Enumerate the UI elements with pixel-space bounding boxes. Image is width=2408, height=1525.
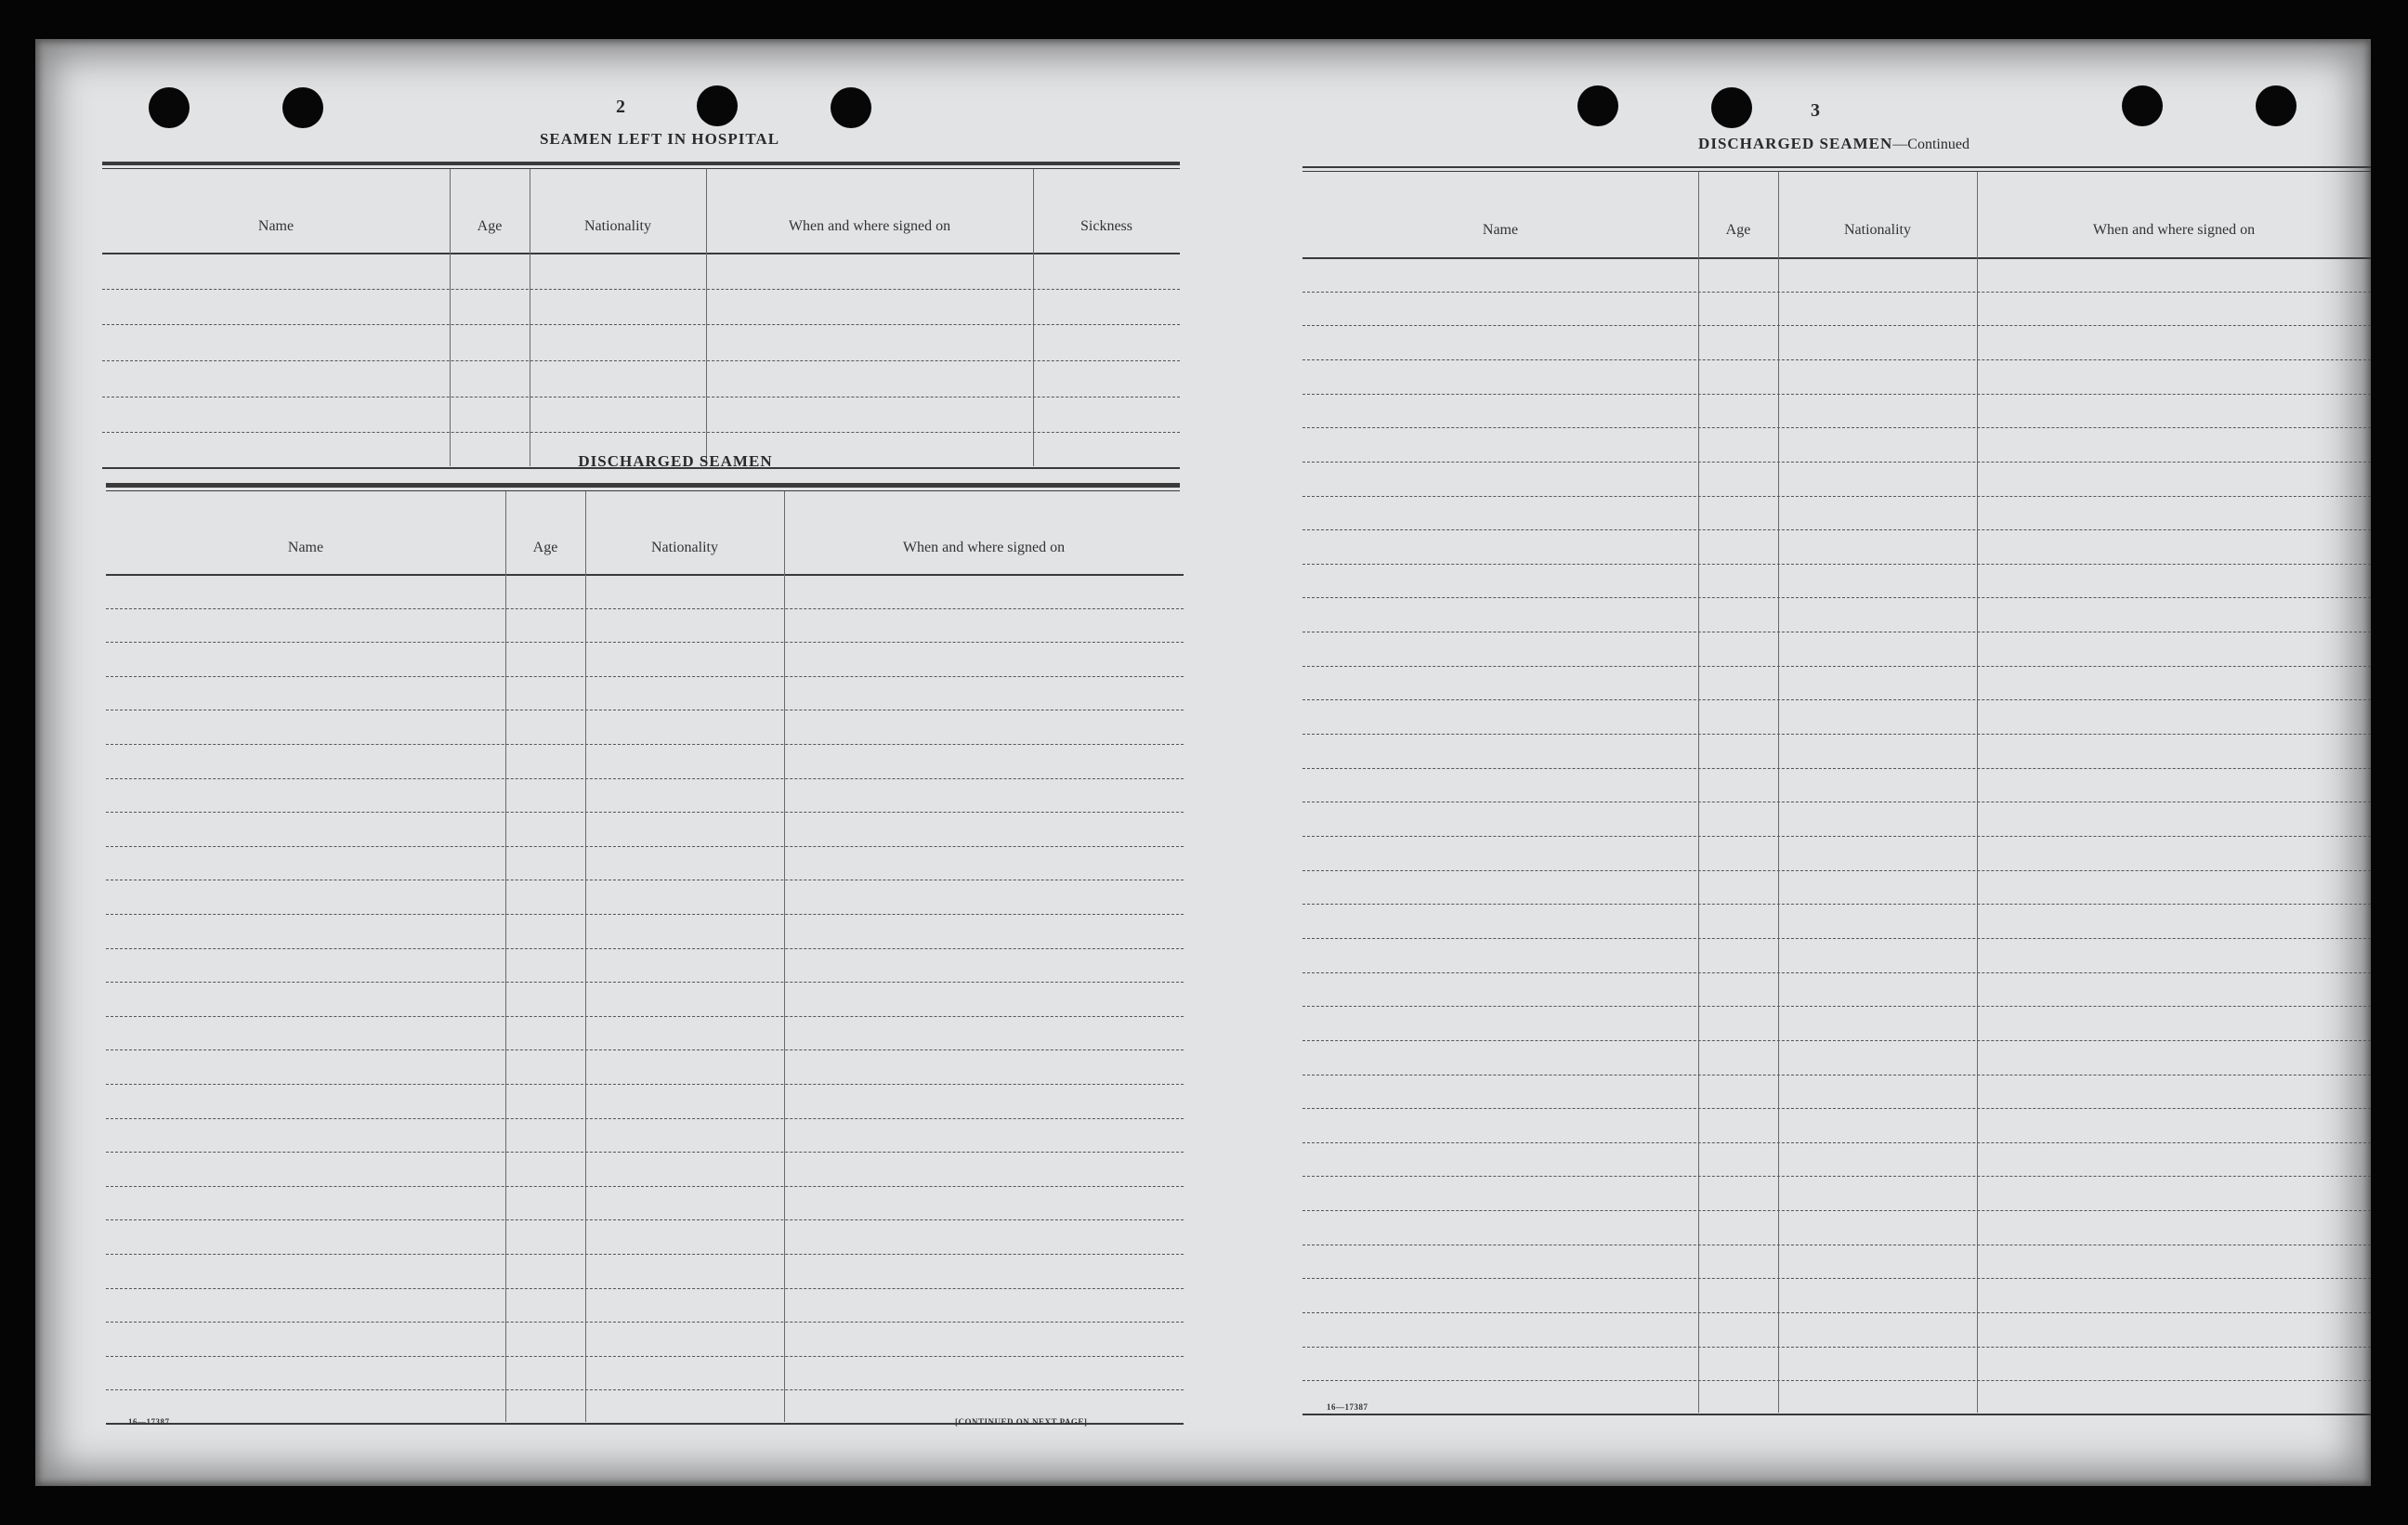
continued-top-rule xyxy=(1302,166,2371,168)
table-row xyxy=(106,608,1184,609)
column-divider xyxy=(1698,172,1699,1413)
column-divider xyxy=(706,169,707,466)
table-row xyxy=(106,948,1184,949)
column-header: When and where signed on xyxy=(2092,222,2256,238)
table-row xyxy=(106,676,1184,677)
table-row xyxy=(1302,1040,2371,1041)
column-divider xyxy=(1977,172,1978,1413)
column-header: Name xyxy=(287,540,324,555)
column-header: Age xyxy=(1725,222,1751,238)
punch-hole xyxy=(149,87,190,128)
table-bottom-rule xyxy=(1302,1414,2371,1415)
table-row xyxy=(106,1049,1184,1050)
column-divider xyxy=(784,491,785,1422)
table-row xyxy=(106,1118,1184,1119)
hospital-section-title: SEAMEN LEFT IN HOSPITAL xyxy=(539,130,780,148)
column-header: Nationality xyxy=(584,218,651,234)
column-divider xyxy=(1778,172,1779,1413)
table-row xyxy=(1302,870,2371,871)
table-row xyxy=(106,982,1184,983)
table-row xyxy=(106,1186,1184,1187)
table-row xyxy=(1302,904,2371,905)
discharged-table xyxy=(106,491,1184,1424)
punch-hole xyxy=(2256,85,2297,126)
punch-hole xyxy=(282,87,323,128)
punch-hole xyxy=(1577,85,1618,126)
table-row xyxy=(1302,734,2371,735)
table-row xyxy=(106,642,1184,643)
column-divider xyxy=(585,491,586,1422)
table-row xyxy=(106,778,1184,779)
punch-hole xyxy=(697,85,738,126)
punch-hole xyxy=(1711,87,1752,128)
discharged-continued-title-suffix: —Continued xyxy=(1892,137,1970,152)
discharged-continued-title-main: DISCHARGED SEAMEN xyxy=(1698,135,1893,152)
table-row xyxy=(106,1356,1184,1357)
column-divider xyxy=(1033,169,1034,466)
table-row xyxy=(106,846,1184,847)
column-header: When and where signed on xyxy=(902,540,1066,555)
table-row xyxy=(1302,292,2371,293)
column-header: Nationality xyxy=(1844,222,1911,238)
table-row xyxy=(102,360,1180,361)
table-row xyxy=(1302,1380,2371,1381)
table-row xyxy=(1302,1210,2371,1211)
table-row xyxy=(106,1016,1184,1017)
table-row xyxy=(1302,1278,2371,1279)
header-underline xyxy=(1302,257,2371,259)
table-row xyxy=(1302,597,2371,598)
table-row xyxy=(1302,699,2371,700)
page-number-left: 2 xyxy=(616,97,625,117)
discharged-section-title: DISCHARGED SEAMEN xyxy=(578,452,773,470)
table-row xyxy=(106,812,1184,813)
table-row xyxy=(106,1322,1184,1323)
table-row xyxy=(102,397,1180,398)
column-header: Sickness xyxy=(1080,218,1132,234)
table-row xyxy=(1302,836,2371,837)
table-row xyxy=(1302,1108,2371,1109)
table-row xyxy=(1302,666,2371,667)
table-row xyxy=(1302,1176,2371,1177)
column-header: Age xyxy=(532,540,558,555)
table-row xyxy=(106,1152,1184,1153)
table-row xyxy=(1302,394,2371,395)
table-row xyxy=(106,914,1184,915)
discharged-continued-table xyxy=(1302,172,2371,1414)
table-row xyxy=(102,289,1180,290)
table-row xyxy=(1302,1347,2371,1348)
column-header: Nationality xyxy=(651,540,718,555)
table-row xyxy=(102,432,1180,433)
table-row xyxy=(1302,938,2371,939)
form-number-right: 16—17387 xyxy=(1327,1402,1368,1412)
hospital-table xyxy=(102,169,1180,468)
column-divider xyxy=(505,491,506,1422)
column-header: Name xyxy=(1482,222,1519,238)
table-row xyxy=(1302,496,2371,497)
table-row xyxy=(1302,564,2371,565)
discharged-continued-title xyxy=(1555,135,2113,153)
table-row xyxy=(1302,529,2371,530)
header-underline xyxy=(106,574,1184,576)
table-row xyxy=(1302,1006,2371,1007)
page-number-right: 3 xyxy=(1811,100,1820,121)
scanned-form-spread xyxy=(35,39,2371,1486)
table-row xyxy=(1302,427,2371,428)
table-row xyxy=(106,1389,1184,1390)
table-row xyxy=(1302,325,2371,326)
table-row xyxy=(1302,1312,2371,1313)
discharged-top-rule xyxy=(106,483,1180,488)
table-row xyxy=(102,324,1180,325)
continued-note: [CONTINUED ON NEXT PAGE] xyxy=(955,1417,1088,1427)
table-row xyxy=(1302,1142,2371,1143)
table-row xyxy=(1302,972,2371,973)
punch-hole xyxy=(831,87,871,128)
header-underline xyxy=(102,253,1180,254)
column-divider xyxy=(450,169,451,466)
column-header: When and where signed on xyxy=(788,218,951,234)
column-header: Name xyxy=(257,218,294,234)
table-row xyxy=(106,1219,1184,1220)
table-row xyxy=(106,1084,1184,1085)
table-row xyxy=(1302,462,2371,463)
table-row xyxy=(1302,359,2371,360)
table-row xyxy=(106,744,1184,745)
punch-hole xyxy=(2122,85,2163,126)
table-row xyxy=(106,1254,1184,1255)
table-row xyxy=(106,1288,1184,1289)
hospital-top-rule xyxy=(102,162,1180,165)
column-header: Age xyxy=(477,218,503,234)
form-number-left: 16—17387 xyxy=(128,1417,170,1427)
table-row xyxy=(1302,768,2371,769)
